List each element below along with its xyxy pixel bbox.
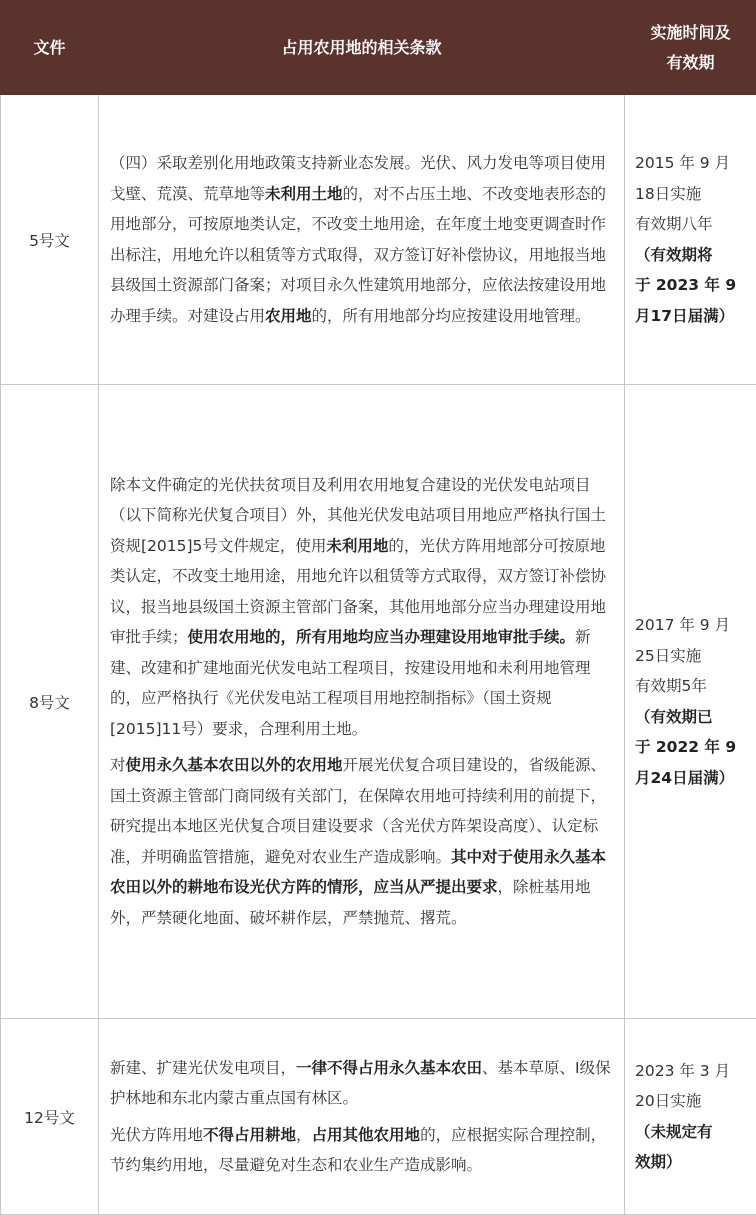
clause-text: 的，对不占压土地、不改变地表形态的用地部分，可按原地类认定，不改变土地用途，在年度土地变更调查时作出标注，用地允许以租赁等方式取得，双方签订好补偿协议，用地报当地县级国土资源部门备案；对项目永久性建筑用地部分，应依法按建设用地办理手续。对建设占用	[110, 185, 606, 325]
validity-note: 于 2023 年 9	[635, 270, 754, 301]
table-row	[1, 95, 756, 385]
clause-paragraph	[110, 1053, 616, 1114]
clause-text: 新建、改建和扩建地面光伏发电站工程项目，按建设用地和未利用地管理的，应严格执行《光伏发电站工程项目用地控制指标》（国土资规[2015]11号）要求，合理利用土地。	[110, 628, 591, 738]
clause-text: ，除桩基用地外，严禁硬化地面、破坏耕作层，严禁抛荒、撂荒。	[110, 878, 591, 927]
time-line: 20日实施	[635, 1086, 754, 1117]
time-line: 25日实施	[635, 641, 754, 672]
time-line: 2017 年 9 月	[635, 610, 754, 641]
clause-emphasis: 未利用地	[326, 537, 388, 555]
validity-note: 月17日届满）	[635, 301, 754, 332]
table-row	[1, 385, 756, 1019]
clause-text: 新建、扩建光伏发电项目，	[110, 1059, 296, 1077]
clause-text: 光伏方阵用地	[110, 1126, 203, 1144]
clause-text: 的，应根据实际合理控制，节约集约用地，尽量避免对生态和农业生产造成影响。	[110, 1126, 606, 1175]
time-cell	[625, 95, 756, 385]
time-line: 18日实施	[635, 179, 754, 210]
clause-emphasis: 一律不得占用永久基本农田	[296, 1059, 482, 1077]
clause-emphasis: 其中对于使用永久基本农田以外的耕地布设光伏方阵的情形，应当从严提出要求	[110, 848, 606, 897]
validity-note: （有效期已	[635, 702, 754, 733]
file-name: 8号文	[1, 385, 99, 1019]
clause-text: 除本文件确定的光伏扶贫项目及利用农用地复合建设的光伏发电站项目（以下简称光伏复合项目）外，其他光伏发电站项目用地应严格执行国土资规[2015]5号文件规定，使用	[110, 476, 606, 555]
validity-note: 月24日届满）	[635, 763, 754, 794]
clause-text: 、基本草原、Ⅰ级保护林地和东北内蒙古重点国有林区。	[110, 1059, 611, 1108]
clause-paragraph	[110, 1120, 616, 1181]
validity-note: 效期）	[635, 1147, 754, 1178]
header-clause: 占用农用地的相关条款	[99, 1, 625, 95]
file-name: 12号文	[1, 1019, 99, 1215]
clause-paragraph	[110, 750, 616, 933]
clause-text: 的，所有用地部分均应按建设用地管理。	[312, 307, 591, 325]
time-line: 2023 年 3 月	[635, 1056, 754, 1087]
validity-note: （未规定有	[635, 1117, 754, 1148]
clause-cell	[99, 1019, 625, 1215]
file-name: 5号文	[1, 95, 99, 385]
clause-emphasis: 使用农用地的，所有用地均应当办理建设用地审批手续。	[188, 628, 576, 646]
clause-text: 开展光伏复合项目建设的，省级能源、国土资源主管部门商同级有关部门，在保障农用地可持续利用的前提下，研究提出本地区光伏复合项目建设要求（含光伏方阵架设高度）、认定标准，并明确监管措施，避免对农业生产造成影响。	[110, 756, 606, 866]
clause-emphasis: 占用其他农用地	[312, 1126, 421, 1144]
header-time-line2: 有效期	[629, 48, 752, 78]
clause-cell	[99, 95, 625, 385]
clause-cell	[99, 385, 625, 1019]
clause-text: 的，光伏方阵用地部分可按原地类认定，不改变土地用途，用地允许以租赁等方式取得，双方签订补偿协议，报当地县级国土资源主管部门备案，其他用地部分应当办理建设用地审批手续；	[110, 537, 606, 647]
clause-emphasis: 不得占用耕地	[203, 1126, 296, 1144]
validity-note: （有效期将	[635, 240, 754, 271]
table-row	[1, 1019, 756, 1215]
header-time-line1: 实施时间及	[629, 18, 752, 48]
clause-emphasis: 未利用土地	[265, 185, 343, 203]
time-line: 有效期八年	[635, 209, 754, 240]
clause-text: 对	[110, 756, 126, 774]
header-time	[625, 1, 756, 95]
time-cell	[625, 385, 756, 1019]
time-line: 有效期5年	[635, 671, 754, 702]
clause-emphasis: 农用地	[265, 307, 312, 325]
table-header-row	[1, 1, 756, 95]
clause-paragraph	[110, 148, 616, 331]
clause-emphasis: 使用永久基本农田以外的农用地	[126, 756, 343, 774]
clause-text: （四）采取差别化用地政策支持新业态发展。光伏、风力发电等项目使用戈壁、荒漠、荒草地等	[110, 154, 606, 203]
validity-note: 于 2022 年 9	[635, 732, 754, 763]
time-cell	[625, 1019, 756, 1215]
clause-paragraph	[110, 470, 616, 745]
time-line: 2015 年 9 月	[635, 148, 754, 179]
header-file: 文件	[1, 1, 99, 95]
clause-text: ，	[296, 1126, 312, 1144]
